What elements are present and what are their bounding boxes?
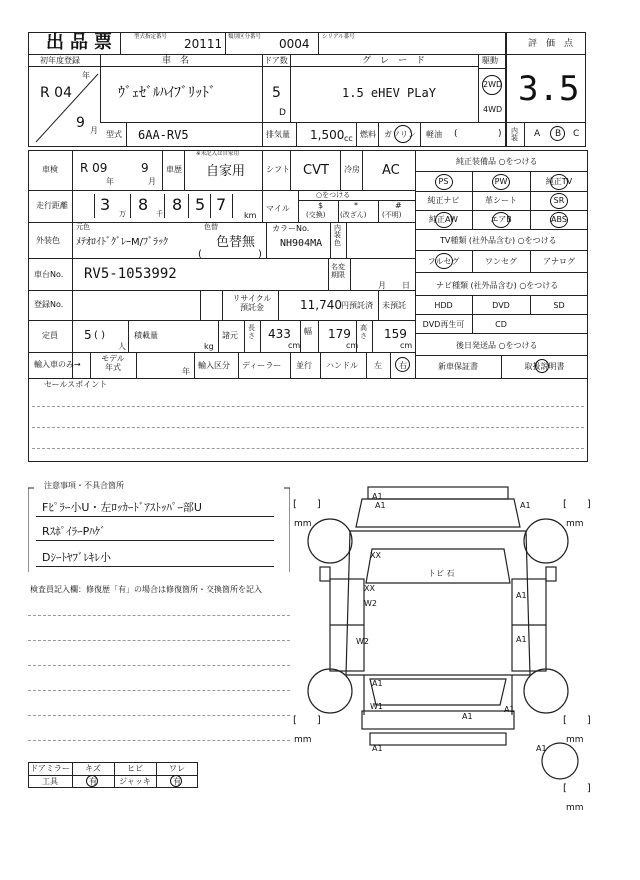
aircon: AC <box>382 163 400 178</box>
tv-title: TV種類 (社外品含む) ○をつける <box>440 236 557 245</box>
model: 6AA-RV5 <box>138 128 189 142</box>
legend-r1: 工具 <box>42 777 58 786</box>
mm-spare: mm <box>566 803 584 813</box>
repaint: 色替無 <box>216 235 256 250</box>
damage-rear-a: A1 <box>372 744 383 753</box>
equip-title: 純正装備品 ○をつける <box>456 157 538 166</box>
ship-title: 後日発送品 ○をつける <box>456 341 538 350</box>
length-unit: cm <box>288 341 301 350</box>
repaint-paren-l: ( <box>198 249 202 260</box>
mileage-man: 万 <box>119 210 126 218</box>
legend-r4: 有 <box>173 777 181 786</box>
recycle-amount: 11,740 <box>300 298 342 312</box>
import-dealer: ディーラー <box>242 361 282 370</box>
mileage-circle-note: ○をつける <box>316 191 351 199</box>
damage-center-top: XX <box>370 551 381 560</box>
shaken-year: 年 <box>106 177 114 186</box>
note-line-2: RｽﾎﾟｲﾗｰPﾊｹﾞ <box>42 525 106 538</box>
mm-fr: mm <box>566 519 584 529</box>
width-label: 幅 <box>304 327 312 336</box>
equip-2-2: ABS <box>551 215 567 224</box>
mileage-opt3b: (不明) <box>382 211 402 219</box>
model-year-unit: 年 <box>182 367 190 376</box>
damage-center-l: W2 <box>364 599 377 608</box>
bracket-rl: [ ] <box>293 715 321 726</box>
equip-2-1-circle <box>492 212 510 228</box>
interior-b: B <box>555 129 562 139</box>
mileage-km: km <box>244 211 257 220</box>
damage-rl: A1 <box>372 679 383 688</box>
mileage-mile: マイル <box>266 204 290 213</box>
fuel-paren-l: ( <box>454 129 458 139</box>
height-label: 高さ <box>360 324 367 340</box>
damage-rear-right-a1: A1 <box>536 744 547 753</box>
equip-0-2: 純正TV <box>545 177 573 186</box>
expiry-month: 月 <box>378 281 386 290</box>
damage-front-wind: トビ 石 <box>428 569 455 578</box>
orig-color-label: 元色 <box>76 223 90 231</box>
equip-2-2-circle <box>550 212 568 228</box>
ship-1: 取扱説明書 <box>524 362 565 371</box>
import-parallel: 並行 <box>296 361 312 370</box>
bracket-fl: [ ] <box>293 499 321 510</box>
equip-0-1: PW <box>494 177 508 186</box>
width-unit: cm <box>346 341 359 350</box>
inspector-label: 検査員記入欄：修復歴「有」の場合は修復箇所・交換箇所を記入 <box>30 585 262 594</box>
orig-color: ﾒﾃｵﾛｲﾄﾞｸﾞﾚｰM/ﾌﾞﾗｯｸ <box>76 237 168 248</box>
color-label: 外装色 <box>36 236 60 245</box>
notes-label: 注意事項・不具合箇所 <box>44 481 124 490</box>
drive-label: 駆動 <box>482 56 498 65</box>
interior-c: C <box>573 129 580 139</box>
note-line-3: Dｼｰﾄﾔﾌﾞﾚｷﾚ小 <box>42 551 111 564</box>
interior-label: 内装 <box>511 127 518 142</box>
bracket-spare: [ ] <box>563 783 591 794</box>
reg-label: 登録No. <box>34 300 64 309</box>
dvd-play: DVD再生可 <box>422 319 465 329</box>
colorno: NH904MA <box>280 238 323 249</box>
type-no-label: 型式指定番号 <box>134 34 168 40</box>
bracket-fr: [ ] <box>563 499 591 510</box>
navi-1: DVD <box>492 300 510 310</box>
capacity-label: 定員 <box>42 331 58 340</box>
fuel-gasoline: ガソリン <box>384 130 416 139</box>
expiry-day: 日 <box>402 281 410 290</box>
mileage-label: 走行距離 <box>36 201 68 210</box>
repaint-label: 色替 <box>204 223 218 231</box>
model-year-label: モデル年式 <box>101 354 125 372</box>
handle-right: 右 <box>399 361 407 370</box>
navi-2: SD <box>553 300 565 310</box>
door-count: 5 <box>272 85 281 101</box>
tv-0: フルセグ <box>427 256 460 266</box>
damage-rear-l: W1 <box>370 702 383 711</box>
mileage-d5: 7 <box>216 195 227 214</box>
fuel-circle <box>394 125 412 143</box>
shaken-label: 車検 <box>42 165 58 174</box>
damage-rr: A1 <box>504 705 515 714</box>
damage-door-r1: A1 <box>516 591 527 600</box>
disp-unit: cc <box>344 134 353 143</box>
equip-1-2-circle <box>550 193 568 209</box>
mileage-d4: 5 <box>195 195 206 214</box>
recycle-deposited: 円預託済 <box>341 301 373 310</box>
serial-label: シリアル番号 <box>322 34 355 40</box>
handle-left: 左 <box>374 361 382 370</box>
import-label: 輸入車のみ→ <box>34 360 81 369</box>
length-label: 長さ <box>248 324 255 340</box>
sales-label: セールスポイント <box>44 380 108 389</box>
grade: 1.5 eHEV PLaY <box>342 86 436 100</box>
load-label: 積載量 <box>134 331 158 340</box>
first-reg-month: 9 <box>76 115 85 131</box>
history-label: 車歴 <box>166 165 182 174</box>
import-kubun-label: 輸入区分 <box>198 361 230 370</box>
damage-door-r2: A1 <box>516 635 527 644</box>
mileage-opt3: # <box>395 201 402 210</box>
car-name: ｳﾞｪｾﾞﾙﾊｲﾌﾞﾘｯﾄﾞ <box>118 85 216 101</box>
fuel-label: 燃料 <box>360 130 376 139</box>
bracket-rr: [ ] <box>563 715 591 726</box>
equip-2-0-circle <box>435 212 453 228</box>
mileage-opt2b: (改ざん) <box>340 211 367 219</box>
shaken-era: R 09 <box>80 161 108 175</box>
class-no-label: 類別区分番号 <box>228 34 262 40</box>
car-name-label: 車 名 <box>162 56 190 66</box>
history: 自家用 <box>206 164 246 179</box>
damage-hood: A1 <box>372 492 383 501</box>
mileage-d3: 8 <box>172 195 183 214</box>
interior-a: A <box>534 129 541 139</box>
damage-fl: A1 <box>375 501 386 510</box>
equip-2-1: エアB <box>490 215 512 224</box>
capacity-unit: 人 <box>118 342 126 351</box>
mm-fl: mm <box>294 519 312 529</box>
type-no: 20111 <box>184 37 223 51</box>
capacity: 5 <box>84 328 92 342</box>
recycle-label: リサイクル預託金 <box>232 294 272 312</box>
shaken-month-unit: 月 <box>148 177 156 186</box>
width: 179 <box>328 327 351 341</box>
navi-title: ナビ種類 (社外品含む) ○をつける <box>436 281 559 290</box>
model-label: 型式 <box>106 130 122 139</box>
colorno-label: カラーNo. <box>272 224 310 233</box>
ship-1-circle <box>535 359 549 373</box>
equip-1-0: 純正ナビ <box>427 196 460 205</box>
displacement: 1,500 <box>310 128 345 142</box>
handle-right-circle <box>395 357 410 372</box>
int-color-label: 内装色 <box>334 224 341 247</box>
equip-0-0-circle <box>435 174 453 190</box>
legend-r2: 有 <box>89 777 97 786</box>
equip-1-2: SR <box>553 196 565 205</box>
length: 433 <box>268 327 291 341</box>
equip-0-2-circle <box>550 174 568 190</box>
drive-4wd: 4WD <box>483 105 503 114</box>
damage-rear-bumper: A1 <box>462 712 473 721</box>
shaken-month: 9 <box>141 161 149 175</box>
mileage-sen: 千 <box>156 210 163 218</box>
score: 3.5 <box>518 69 580 109</box>
page-title: 出品票 <box>46 32 118 53</box>
drive-2wd: 2WD <box>483 80 503 89</box>
mileage-d2: 8 <box>138 195 149 214</box>
tv-2: アナログ <box>543 256 575 266</box>
repaint-paren-r: ) <box>258 249 262 260</box>
legend-h3: ヒビ <box>127 764 143 773</box>
mm-rl: mm <box>294 735 312 745</box>
mileage-opt2: * <box>354 201 358 210</box>
first-reg-year-unit: 年 <box>82 71 90 80</box>
first-reg-month-unit: 月 <box>90 126 98 135</box>
interior-b-circle <box>550 126 565 141</box>
damage-fr: A1 <box>520 501 531 510</box>
note-line-1: Fﾋﾟﾗｰ小U・左ﾛｯｶｰﾄﾞｱｽﾄｯﾊﾟｰ部U <box>42 501 202 514</box>
navi-0: HDD <box>434 300 453 310</box>
equip-0-1-circle <box>492 174 510 190</box>
equip-2-0: 純正AW <box>429 215 458 224</box>
expiry-label: 名変期限 <box>331 263 345 279</box>
recycle-undeposited: 未預託 <box>382 301 406 310</box>
history-note: ※未記入は自家用 <box>196 151 240 157</box>
diesel-label: 軽油 <box>426 130 442 139</box>
chassis-label: 車台No. <box>34 270 64 279</box>
mileage-d1: 3 <box>100 195 111 214</box>
class-no: 0004 <box>279 37 310 51</box>
door-type: D <box>279 108 286 118</box>
dims-label: 諸元 <box>222 331 238 340</box>
mileage-opt1b: (交換) <box>306 211 326 219</box>
fuel-paren-r: ) <box>498 129 502 139</box>
legend-r3: ジャッキ <box>119 777 151 786</box>
height-unit: cm <box>400 341 413 350</box>
cd: CD <box>495 319 507 329</box>
load-unit: kg <box>204 342 214 351</box>
height: 159 <box>384 327 407 341</box>
shift-label: シフト <box>266 165 290 174</box>
equip-1-1: 革シート <box>485 196 517 205</box>
mileage-opt1: $ <box>318 201 324 210</box>
doors-label: ドア数 <box>264 56 288 65</box>
mm-rr: mm <box>566 735 584 745</box>
equip-0-0: PS <box>438 177 449 186</box>
shift: CVT <box>303 163 329 178</box>
aircon-label: 冷房 <box>344 165 360 174</box>
legend-h4: ワレ <box>169 764 185 773</box>
legend-h2: キズ <box>85 764 101 773</box>
damage-center-l3: W2 <box>356 637 369 646</box>
first-reg-label: 初年度登録 <box>40 56 80 65</box>
car-diagram <box>290 475 600 805</box>
disp-label: 排気量 <box>266 130 290 139</box>
grade-label: グ レ ー ド <box>362 56 426 66</box>
score-label: 評 価 点 <box>528 39 574 49</box>
capacity-paren: ( ) <box>94 330 105 341</box>
first-reg-era: R 04 <box>40 85 72 101</box>
legend-r2-circle <box>86 775 98 787</box>
tv-1: ワンセグ <box>485 256 517 266</box>
damage-center-l2: XX <box>364 584 375 593</box>
legend-r4-circle <box>170 775 182 787</box>
tv-0-circle <box>435 253 453 269</box>
handle-label: ハンドル <box>326 361 358 370</box>
ship-0: 新車保証書 <box>438 362 478 371</box>
chassis-no: RV5-1053992 <box>84 266 177 282</box>
legend-h1: ドアミラー <box>30 764 70 773</box>
